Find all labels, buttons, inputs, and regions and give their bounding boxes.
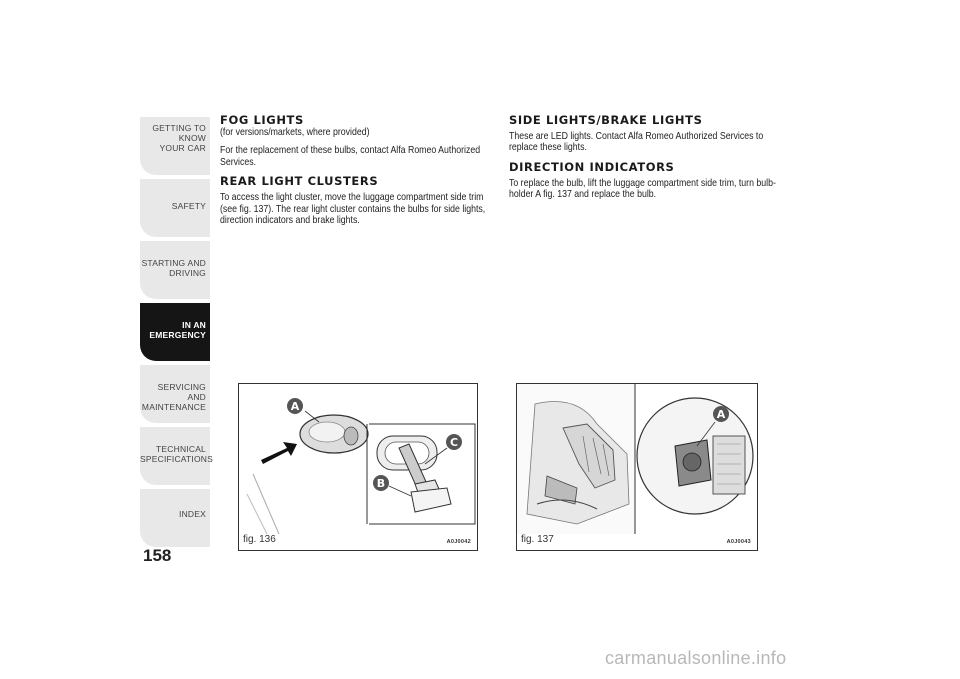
tab-servicing-maintenance[interactable] [140,365,210,423]
tab-label-line1: TECHNICAL [156,444,206,454]
tab-label-line1: INDEX [179,509,206,519]
direction-indicators-body: To replace the bulb, lift the luggage compartment side trim, turn bulb-holder A fig. 137 and replace the bulb. [509,177,776,201]
figure-137 [516,383,758,551]
label-a-icon [713,406,729,422]
tab-label-line1: IN AN [182,320,206,330]
rear-cluster-illustration [517,384,757,550]
fig-137-caption: fig. 137 [521,534,554,545]
label-c-icon [446,434,462,450]
tab-label-line1: SERVICING AND [157,382,206,402]
fog-lights-note: (for versions/markets, where provided) [220,127,370,138]
left-column [220,113,494,232]
label-b-icon [373,475,389,491]
side-brake-lights-body: These are LED lights. Contact Alfa Romeo Authorized Services to replace these lights. [509,131,764,154]
connector-icon [713,436,745,494]
tab-label-line2: YOUR CAR [159,143,206,153]
tab-safety[interactable] [140,179,210,237]
tab-label-line2: MAINTENANCE [141,402,206,412]
insertion-arrow-icon [261,442,297,464]
tab-label-line2: SPECIFICATIONS [140,454,214,464]
direction-indicators-heading: DIRECTION INDICATORS [509,159,675,174]
tab-label-line1: SAFETY [171,201,206,211]
tab-label-line1: GETTING TO KNOW [152,123,206,143]
fig136-label-a: A [290,400,300,413]
fig137-label-a: A [716,408,726,421]
right-column [509,113,779,207]
tab-label-line1: STARTING AND [141,258,206,268]
tab-label-line2: EMERGENCY [149,330,206,340]
watermark: carmanualsonline.info [605,648,787,668]
fog-lights-body: For the replacement of these bulbs, contact Alfa Romeo Authorized Services. [220,145,481,168]
side-brake-lights-heading: SIDE LIGHTS/BRAKE LIGHTS [509,113,703,127]
rear-light-clusters-body: To access the light cluster, move the luggage compartment side trim (see fig. 137). The rear light cluster contains the bulbs for side lights, direction indicators and brake lights. [220,192,486,227]
rear-light-clusters-heading: REAR LIGHT CLUSTERS [220,174,379,189]
fig136-label-c: C [449,436,459,449]
fog-lights-heading: FOG LIGHTS [220,113,304,127]
tab-technical-specifications[interactable] [140,427,214,485]
fig-136-code: A0J0042 [446,539,471,545]
tab-starting-driving[interactable] [140,241,210,299]
label-a-icon [287,398,303,414]
figure-136 [238,383,478,551]
tab-label-line2: DRIVING [169,268,206,278]
fig-136-caption: fig. 136 [243,534,276,545]
tab-in-an-emergency[interactable] [140,303,210,361]
fog-light-illustration [239,384,477,550]
tab-getting-to-know[interactable] [140,117,210,175]
fig-137-code: A0J0043 [726,539,751,545]
page-number: 158 [143,546,172,565]
fig136-label-b: B [376,477,386,490]
tab-index[interactable] [140,489,210,547]
